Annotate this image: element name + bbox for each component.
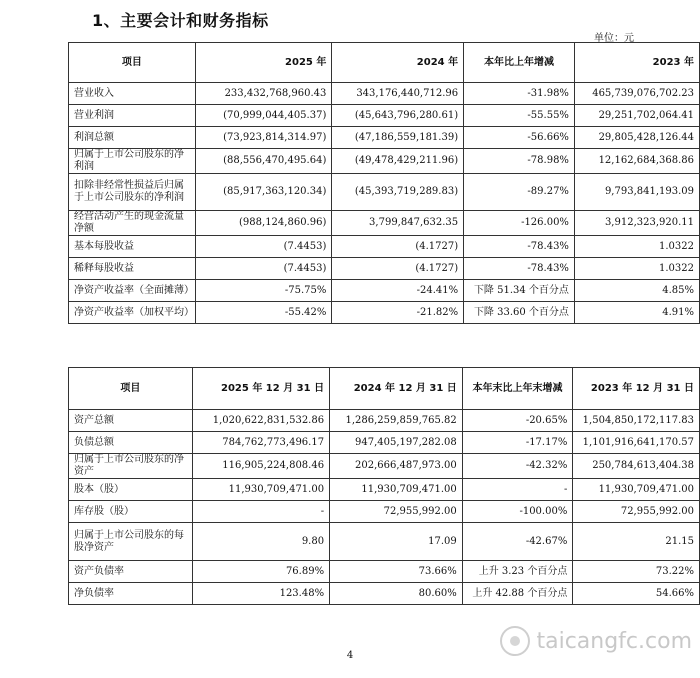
cell-value: 11,930,709,471.00	[573, 479, 700, 501]
cell-value: (988,124,860.96)	[195, 211, 332, 236]
header-item: 项目	[69, 368, 193, 410]
cell-value: 11,930,709,471.00	[330, 479, 463, 501]
cell-value: 1,504,850,172,117.83	[573, 410, 700, 432]
table-row	[69, 410, 700, 432]
cell-value: (7.4453)	[195, 258, 332, 280]
cell-value: (45,393,719,289.83)	[332, 174, 464, 211]
cell-value: -42.32%	[462, 454, 573, 479]
cell-value: (88,556,470,495.64)	[195, 149, 332, 174]
cell-value: 465,739,076,702.23	[574, 83, 699, 105]
watermark-logo-icon	[500, 626, 530, 656]
header-2023-end: 2023 年 12 月 31 日	[573, 368, 700, 410]
cell-value: 下降 33.60 个百分点	[464, 302, 575, 324]
header-2025-end: 2025 年 12 月 31 日	[192, 368, 329, 410]
table-row	[69, 127, 700, 149]
cell-value: -20.65%	[462, 410, 573, 432]
cell-value: 72,955,992.00	[573, 501, 700, 523]
financial-indicators-table	[68, 42, 700, 324]
row-label: 净负债率	[69, 583, 193, 605]
header-2024: 2024 年	[332, 43, 464, 83]
header-change: 本年末比上年末增减	[462, 368, 573, 410]
table-row	[69, 236, 700, 258]
cell-value: 17.09	[330, 523, 463, 561]
row-label: 营业收入	[69, 83, 196, 105]
header-item: 项目	[69, 43, 196, 83]
cell-value: 21.15	[573, 523, 700, 561]
table-row	[69, 501, 700, 523]
watermark	[500, 626, 692, 656]
header-change: 本年比上年增减	[464, 43, 575, 83]
cell-value: -78.98%	[464, 149, 575, 174]
cell-value: -100.00%	[462, 501, 573, 523]
row-label: 营业利润	[69, 105, 196, 127]
cell-value: 上升 42.88 个百分点	[462, 583, 573, 605]
header-2025: 2025 年	[195, 43, 332, 83]
cell-value: -	[462, 479, 573, 501]
cell-value: 202,666,487,973.00	[330, 454, 463, 479]
table-row	[69, 211, 700, 236]
cell-value: 9.80	[192, 523, 329, 561]
row-label: 资产总额	[69, 410, 193, 432]
cell-value: 12,162,684,368.86	[574, 149, 699, 174]
cell-value: -17.17%	[462, 432, 573, 454]
cell-value: -56.66%	[464, 127, 575, 149]
table-row	[69, 280, 700, 302]
row-label: 资产负债率	[69, 561, 193, 583]
table-row	[69, 83, 700, 105]
cell-value: 54.66%	[573, 583, 700, 605]
cell-value: -	[192, 501, 329, 523]
cell-value: (4.1727)	[332, 236, 464, 258]
table-header-row	[69, 368, 700, 410]
cell-value: 4.85%	[574, 280, 699, 302]
cell-value: 1.0322	[574, 236, 699, 258]
cell-value: -75.75%	[195, 280, 332, 302]
cell-value: 1,101,916,641,170.57	[573, 432, 700, 454]
cell-value: 上升 3.23 个百分点	[462, 561, 573, 583]
table-row	[69, 479, 700, 501]
unit-label: 单位：元	[594, 33, 634, 44]
cell-value: 116,905,224,808.46	[192, 454, 329, 479]
cell-value: 1,286,259,859,765.82	[330, 410, 463, 432]
cell-value: 4.91%	[574, 302, 699, 324]
cell-value: 123.48%	[192, 583, 329, 605]
row-label: 归属于上市公司股东的净资产	[69, 454, 193, 479]
cell-value: -89.27%	[464, 174, 575, 211]
table-row	[69, 174, 700, 211]
cell-value: 29,251,702,064.41	[574, 105, 699, 127]
cell-value: -31.98%	[464, 83, 575, 105]
cell-value: -21.82%	[332, 302, 464, 324]
table-row	[69, 454, 700, 479]
table-row	[69, 302, 700, 324]
cell-value: 9,793,841,193.09	[574, 174, 699, 211]
cell-value: 1.0322	[574, 258, 699, 280]
cell-value: -55.42%	[195, 302, 332, 324]
cell-value: (73,923,814,314.97)	[195, 127, 332, 149]
cell-value: 784,762,773,496.17	[192, 432, 329, 454]
cell-value: 下降 51.34 个百分点	[464, 280, 575, 302]
cell-value: -78.43%	[464, 258, 575, 280]
cell-value: 80.60%	[330, 583, 463, 605]
row-label: 股本（股）	[69, 479, 193, 501]
row-label: 归属于上市公司股东的净利润	[69, 149, 196, 174]
table-row	[69, 583, 700, 605]
cell-value: (4.1727)	[332, 258, 464, 280]
cell-value: 1,020,622,831,532.86	[192, 410, 329, 432]
cell-value: -78.43%	[464, 236, 575, 258]
cell-value: 76.89%	[192, 561, 329, 583]
watermark-text: taicangfc.com	[536, 628, 692, 654]
cell-value: 73.66%	[330, 561, 463, 583]
table-row	[69, 432, 700, 454]
row-label: 利润总额	[69, 127, 196, 149]
row-label: 净资产收益率（全面摊薄）	[69, 280, 196, 302]
cell-value: (47,186,559,181.39)	[332, 127, 464, 149]
header-2023: 2023 年	[574, 43, 699, 83]
row-label: 归属于上市公司股东的每股净资产	[69, 523, 193, 561]
table-row	[69, 561, 700, 583]
cell-value: 29,805,428,126.44	[574, 127, 699, 149]
balance-indicators-table	[68, 367, 700, 605]
row-label: 稀释每股收益	[69, 258, 196, 280]
cell-value: (45,643,796,280.61)	[332, 105, 464, 127]
row-label: 负债总额	[69, 432, 193, 454]
cell-value: 947,405,197,282.08	[330, 432, 463, 454]
cell-value: 250,784,613,404.38	[573, 454, 700, 479]
cell-value: -42.67%	[462, 523, 573, 561]
cell-value: 3,912,323,920.11	[574, 211, 699, 236]
row-label: 基本每股收益	[69, 236, 196, 258]
table-row	[69, 258, 700, 280]
row-label: 库存股（股）	[69, 501, 193, 523]
cell-value: 72,955,992.00	[330, 501, 463, 523]
row-label: 经营活动产生的现金流量净额	[69, 211, 196, 236]
cell-value: -24.41%	[332, 280, 464, 302]
row-label: 净资产收益率（加权平均）	[69, 302, 196, 324]
table-header-row	[69, 43, 700, 83]
table-row	[69, 105, 700, 127]
table-row	[69, 523, 700, 561]
cell-value: (7.4453)	[195, 236, 332, 258]
cell-value: -126.00%	[464, 211, 575, 236]
cell-value: 11,930,709,471.00	[192, 479, 329, 501]
cell-value: 73.22%	[573, 561, 700, 583]
section-heading: 1、主要会计和财务指标	[92, 11, 269, 30]
page-number: 4	[346, 650, 354, 661]
row-label: 扣除非经常性损益后归属于上市公司股东的净利润	[69, 174, 196, 211]
cell-value: 233,432,768,960.43	[195, 83, 332, 105]
cell-value: (49,478,429,211.96)	[332, 149, 464, 174]
cell-value: (70,999,044,405.37)	[195, 105, 332, 127]
cell-value: 3,799,847,632.35	[332, 211, 464, 236]
cell-value: -55.55%	[464, 105, 575, 127]
cell-value: (85,917,363,120.34)	[195, 174, 332, 211]
cell-value: 343,176,440,712.96	[332, 83, 464, 105]
table-row	[69, 149, 700, 174]
header-2024-end: 2024 年 12 月 31 日	[330, 368, 463, 410]
